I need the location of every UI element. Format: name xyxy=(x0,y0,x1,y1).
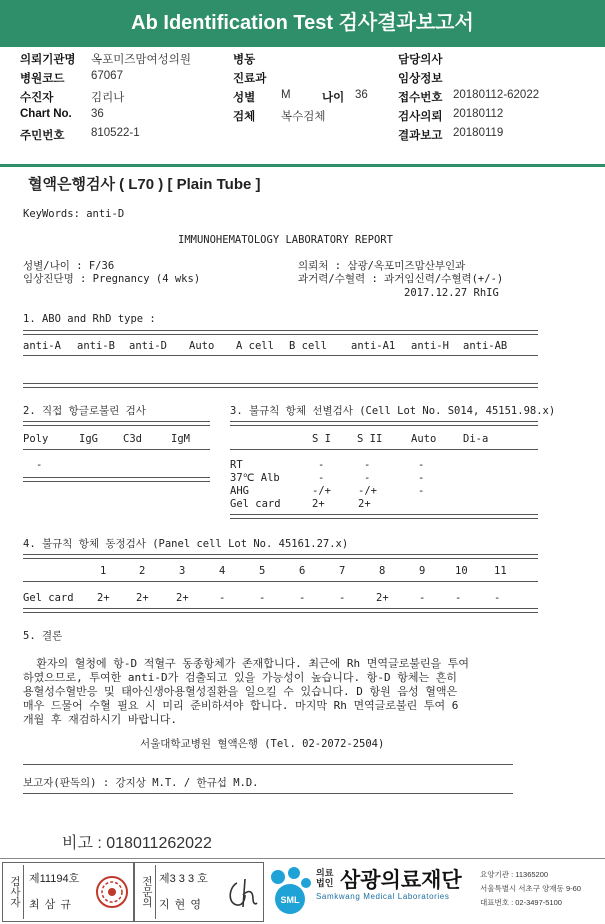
divider xyxy=(23,355,538,356)
clinical-diagnosis: 임상진단명 : Pregnancy (4 wks) xyxy=(23,273,201,285)
panel-cell: 2+ xyxy=(376,592,389,604)
screen-column-header: Di-a xyxy=(463,433,489,445)
abo-column-header: B cell xyxy=(289,340,327,352)
org-prefix-line2: 법인 xyxy=(316,878,334,888)
info-value: 옥포미즈맘여성의원 xyxy=(91,54,191,66)
panel-cell: - xyxy=(455,592,462,604)
abo-column-header: A cell xyxy=(236,340,274,352)
abo-column-header: anti-AB xyxy=(463,340,508,352)
info-value: 복수검체 xyxy=(281,111,326,123)
remark: 비고 : 018011262022 xyxy=(62,835,212,852)
divider xyxy=(23,764,513,765)
conclusion-line: 개월 후 재검하시기 바랍니다. xyxy=(23,713,178,726)
conclusion-line: 하였으므로, 투여한 anti-D가 검출되고 있을 가능성이 높습니다. 항-D 항체는 흔히 xyxy=(23,671,457,684)
screen-column-header: S II xyxy=(357,433,383,445)
info-label: 의뢰기관명 xyxy=(20,54,76,66)
report-title: Ab Identification Test 검사결과보고서 xyxy=(0,0,605,47)
conclusion-title: 5. 결론 xyxy=(23,630,63,642)
patient-info-block xyxy=(0,48,605,167)
panel-cell: - xyxy=(419,592,426,604)
screen-row-label: RT xyxy=(230,459,243,471)
examiner-name: 최 삼 규 xyxy=(29,899,72,911)
info-value: 김리나 xyxy=(91,92,125,104)
examiner-label: 검사자 xyxy=(3,865,24,919)
dat-column-header: IgM xyxy=(171,433,190,445)
info-value: 20180112-62022 xyxy=(453,89,540,101)
screen-cell: - xyxy=(418,472,425,484)
hospital-line: 서울대학교병원 혈액은행 (Tel. 02-2072-2504) xyxy=(140,738,385,750)
dat-value: - xyxy=(36,459,43,471)
divider xyxy=(23,793,513,794)
org-name: 삼광의료재단 xyxy=(340,869,462,892)
divider xyxy=(23,330,538,335)
history-date: 2017.12.27 RhIG xyxy=(404,287,499,299)
screen-column-header: Auto xyxy=(411,433,437,445)
org-prefix-line1: 의료 xyxy=(316,868,334,878)
info-label: 성별 xyxy=(233,92,256,104)
abo-column-header: Auto xyxy=(189,340,215,352)
screen-title: 3. 불규칙 항체 선별검사 (Cell Lot No. S014, 45151.98.x) xyxy=(230,405,556,417)
org-prefix xyxy=(316,868,333,888)
info-label: Chart No. xyxy=(20,108,72,120)
section-title: 혈액은행검사 ( L70 ) [ Plain Tube ] xyxy=(28,176,261,193)
age-value: 36 xyxy=(355,89,368,101)
footer xyxy=(0,858,605,924)
screen-column-header: S I xyxy=(312,433,331,445)
screen-cell: - xyxy=(364,459,371,471)
panel-column-header: 7 xyxy=(339,565,346,577)
divider xyxy=(23,608,538,613)
screen-row-label: 37℃ Alb xyxy=(230,472,280,484)
conclusion-line: 환자의 혈청에 항-D 적혈구 동종항체가 존재합니다. 최근에 Rh 면역글로불린을 투여 xyxy=(23,657,469,670)
panel-cell: 2+ xyxy=(176,592,189,604)
divider xyxy=(23,421,210,426)
screen-row-label: AHG xyxy=(230,485,249,497)
org-contact xyxy=(480,868,581,910)
screen-cell: 2+ xyxy=(358,498,371,510)
info-label: 접수번호 xyxy=(398,92,443,104)
org-name-en: Samkwang Medical Laboratories xyxy=(316,892,450,901)
info-label: 임상정보 xyxy=(398,73,443,85)
phone: 대표번호 : 02-3497-5100 xyxy=(480,898,562,907)
screen-cell: 2+ xyxy=(312,498,325,510)
divider xyxy=(23,449,210,450)
panel-column-header: 11 xyxy=(494,565,507,577)
screen-cell: -/+ xyxy=(312,485,331,497)
divider xyxy=(230,421,538,426)
info-label: 담당의사 xyxy=(398,54,443,66)
panel-row-label: Gel card xyxy=(23,592,74,604)
info-label: 주민번호 xyxy=(20,130,65,142)
divider xyxy=(23,383,538,388)
divider xyxy=(23,581,538,582)
info-value: M xyxy=(281,89,291,101)
dat-title: 2. 직접 항글로불린 검사 xyxy=(23,405,146,417)
abo-column-header: anti-B xyxy=(77,340,115,352)
conclusion-line: 매우 드물어 수혈 필요 시 미리 준비하셔야 합니다. 마지막 Rh 면역글로불린 투여 6 xyxy=(23,699,459,712)
examiner-box xyxy=(2,862,134,922)
screen-cell: -/+ xyxy=(358,485,377,497)
specialist-name: 지 현 영 xyxy=(159,899,202,911)
panel-cell: - xyxy=(299,592,306,604)
info-label: 수진자 xyxy=(20,92,54,104)
conclusion-line: 용혈성수혈반응 및 태아신생아용혈성질환을 일으킬 수 있습니다. D 항원 음성 혈액은 xyxy=(23,685,458,698)
abo-column-header: anti-D xyxy=(129,340,167,352)
dat-column-header: IgG xyxy=(79,433,98,445)
info-label: 결과보고 xyxy=(398,130,443,142)
panel-cell: - xyxy=(339,592,346,604)
info-value: 67067 xyxy=(91,70,123,82)
logo-text: SML xyxy=(280,895,300,905)
info-label: 진료과 xyxy=(233,73,267,85)
panel-column-header: 6 xyxy=(299,565,306,577)
info-value: 36 xyxy=(91,108,104,120)
abo-column-header: anti-H xyxy=(411,340,449,352)
reporter-line: 보고자(판독의) : 강지상 M.T. / 한규섭 M.D. xyxy=(23,777,259,789)
referral: 의뢰처 : 삼광/옥포미즈맘산부인과 xyxy=(298,260,466,272)
info-value: 20180119 xyxy=(453,127,504,139)
screen-cell: - xyxy=(364,472,371,484)
care-number: 요양기관 : 11365200 xyxy=(480,870,549,879)
screen-cell: - xyxy=(418,485,425,497)
specialist-label: 전문의 xyxy=(135,865,156,919)
info-label: 병동 xyxy=(233,54,256,66)
abo-rhd-title: 1. ABO and RhD type : xyxy=(23,313,156,325)
info-label: 검사의뢰 xyxy=(398,111,443,123)
dat-column-header: C3d xyxy=(123,433,142,445)
abo-column-header: anti-A1 xyxy=(351,340,396,352)
panel-column-header: 5 xyxy=(259,565,266,577)
panel-column-header: 3 xyxy=(179,565,186,577)
specialist-box xyxy=(134,862,264,922)
abo-column-header: anti-A xyxy=(23,340,61,352)
patient-sex-age: 성별/나이 : F/36 xyxy=(23,260,115,272)
panel-column-header: 4 xyxy=(219,565,226,577)
panel-column-header: 9 xyxy=(419,565,426,577)
panel-column-header: 2 xyxy=(139,565,146,577)
info-label: 검체 xyxy=(233,111,256,123)
screen-cell: - xyxy=(318,472,325,484)
panel-cell: 2+ xyxy=(136,592,149,604)
examiner-no: 제11194호 xyxy=(29,873,80,885)
divider xyxy=(23,554,538,559)
info-value: 20180112 xyxy=(453,108,504,120)
address: 서울특별시 서초구 양재동 9-60 xyxy=(480,884,581,893)
panel-cell: - xyxy=(259,592,266,604)
panel-column-header: 10 xyxy=(455,565,468,577)
info-label: 병원코드 xyxy=(20,73,65,85)
screen-row-label: Gel card xyxy=(230,498,281,510)
divider xyxy=(230,514,538,519)
specialist-signature-icon xyxy=(223,873,259,913)
panel-cell: - xyxy=(494,592,501,604)
panel-column-header: 8 xyxy=(379,565,386,577)
panel-title: 4. 불규칙 항체 동정검사 (Panel cell Lot No. 45161.27.x) xyxy=(23,538,349,550)
divider xyxy=(23,477,210,482)
panel-cell: - xyxy=(219,592,226,604)
history: 과거력/수혈력 : 과거임신력/수혈력(+/-) xyxy=(298,273,504,285)
examiner-seal-icon xyxy=(95,875,129,909)
panel-cell: 2+ xyxy=(97,592,110,604)
screen-cell: - xyxy=(418,459,425,471)
keywords: KeyWords: anti-D xyxy=(23,208,125,220)
age-label: 나이 xyxy=(322,92,345,104)
report-heading: IMMUNOHEMATOLOGY LABORATORY REPORT xyxy=(178,234,393,246)
dat-column-header: Poly xyxy=(23,433,49,445)
info-value: 810522-1 xyxy=(91,127,140,139)
panel-column-header: 1 xyxy=(100,565,107,577)
screen-cell: - xyxy=(318,459,325,471)
specialist-no: 제3 3 3 호 xyxy=(159,873,208,885)
divider xyxy=(230,449,538,450)
sml-logo-icon xyxy=(266,865,314,917)
